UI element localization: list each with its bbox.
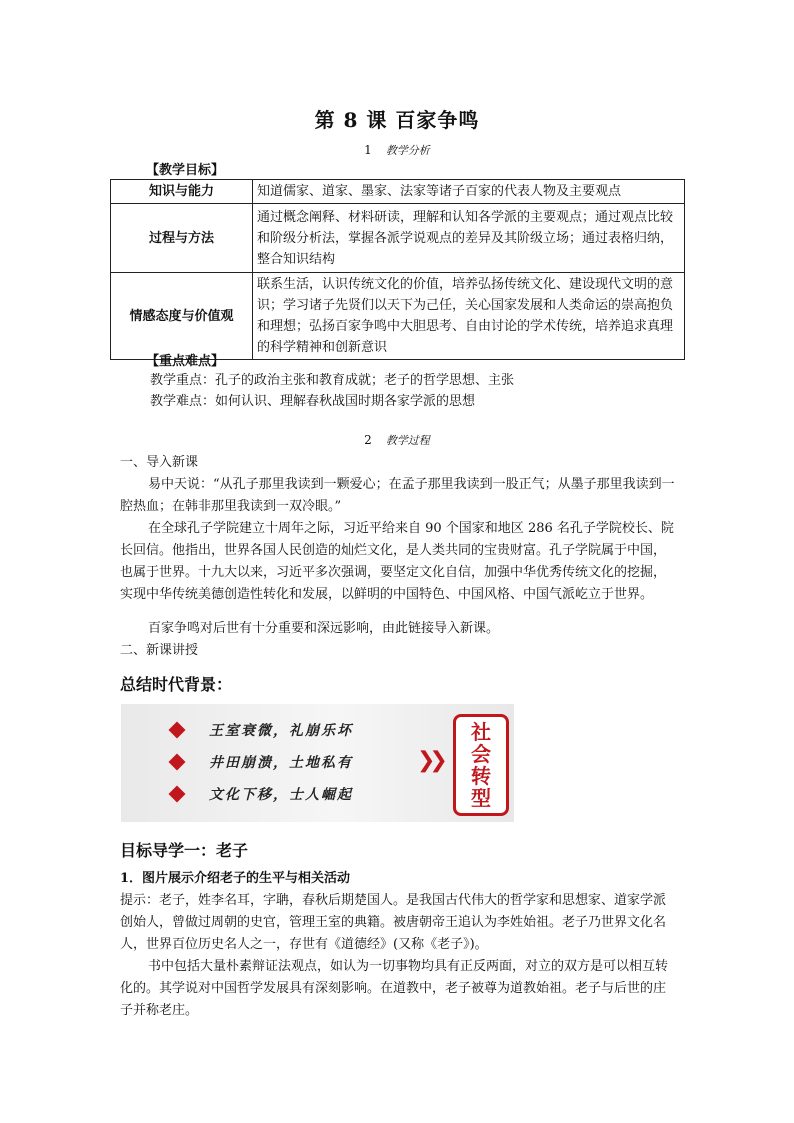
goal-text: 通过概念阐释、材料研读，理解和认知各学派的主要观点；通过观点比较和阶级分析法，掌握各派学说观点的差异及其阶级立场；通过表格归纳，整合知识结构 (253, 204, 685, 273)
laozi-paragraph: 书中包括大量朴素辩证法观点，如认为一切事物均具有正反两面，对立的双方是可以相互转化的。其学说对中国哲学发展具有深刻影响。在道教中，老子被尊为道教始祖。老子与后世的庄子并称老庄。 (120, 959, 669, 1018)
diamond-bullet-icon (169, 786, 186, 803)
box-char: 转 (471, 764, 491, 788)
goal-text: 联系生活，认识传统文化的价值，培养弘扬传统文化、建设现代文明的意识；学习诸子先贤们以天下为己任，关心国家发展和人类命运的崇高抱负和理想；弘扬百家争鸣中大胆思考、自由讨论的学术传统，培养追求真理的科学精神和创新意识 (253, 273, 685, 360)
box-char: 社 (471, 720, 491, 744)
box-char: 型 (471, 786, 491, 810)
section-number: 2 (364, 433, 372, 447)
section-label: 教学分析 (385, 144, 430, 157)
banner-row-text: 文化下移，士人崛起 (209, 787, 353, 803)
banner-row (171, 719, 353, 741)
intro-quote: 易中天说：“从孔子那里我读到一颗爱心；在孟子那里我读到一股正气；从墨子那里我读到一腔热血；在韩非那里我读到一双冷眼。” (120, 477, 675, 514)
section-process-heading (0, 432, 794, 448)
social-transformation-banner (121, 704, 514, 822)
banner-row-text: 王室衰微，礼崩乐坏 (209, 723, 353, 739)
goal-head: 知识与能力 (111, 180, 253, 204)
goals-label: 【教学目标】 (146, 163, 225, 178)
section-number: 1 (364, 143, 372, 157)
table-row (111, 273, 685, 360)
key-point: 教学重点：孔子的政治主张和教育成就；老子的哲学思想、主张 (150, 373, 515, 388)
double-chevron-right-icon: ❯❯ (417, 748, 442, 773)
banner-row (171, 783, 353, 805)
goal-head: 过程与方法 (111, 204, 253, 273)
part2-title: 二、新课讲授 (120, 643, 199, 658)
intro-paragraph: 在全球孔子学院建立十周年之际，习近平给来自 90 个国家和地区 286 名孔子学院校长、院长回信。他指出，世界各国人民创造的灿烂文化，是人类共同的宝贵财富。孔子学院属于中国，也属于世界。十九大以来，习近平多次强调，要坚定文化自信，加强中华优秀传统文化的挖掘，实现中华传统美德创造性转化和发展，以鲜明的中国特色、中国风格、中国气派屹立于世界。 (120, 521, 674, 602)
diamond-bullet-icon (169, 722, 186, 739)
banner-row-text: 井田崩溃，土地私有 (209, 755, 353, 771)
intro-link-paragraph: 百家争鸣对后世有十分重要和深远影响，由此链接导入新课。 (148, 621, 500, 636)
goal-head: 情感态度与价值观 (111, 273, 253, 360)
table-row (111, 204, 685, 273)
diamond-bullet-icon (169, 754, 186, 771)
lesson-title: 第 8 课 百家争鸣 (314, 108, 480, 132)
laozi-paragraph: 提示：老子，姓李名耳，字聃，春秋后期楚国人。是我国古代伟大的哲学家和思想家、道家学派创始人，曾做过周朝的史官，管理王室的典籍。被唐朝帝王追认为李姓始祖。老子乃世界文化名人，世界百位历史名人之一，存世有《道德经》(又称《老子》)。 (120, 893, 667, 952)
social-transformation-box (453, 714, 509, 816)
box-char: 会 (471, 742, 491, 766)
section-analysis-heading (0, 142, 794, 158)
section-label: 教学过程 (385, 434, 430, 447)
difficult-point: 教学难点：如何认识、理解春秋战国时期各家学派的思想 (150, 394, 476, 409)
key-points-label: 【重点难点】 (146, 354, 225, 369)
teaching-goals-table (110, 179, 685, 360)
table-row (111, 180, 685, 204)
item1-title: 1．图片展示介绍老子的生平与相关活动 (120, 871, 351, 886)
background-heading: 总结时代背景： (120, 675, 233, 694)
goal1-heading: 目标导学一：老子 (120, 841, 249, 860)
part1-title: 一、导入新课 (120, 455, 199, 470)
banner-row (171, 751, 353, 773)
goal-text: 知道儒家、道家、墨家、法家等诸子百家的代表人物及主要观点 (253, 180, 685, 204)
